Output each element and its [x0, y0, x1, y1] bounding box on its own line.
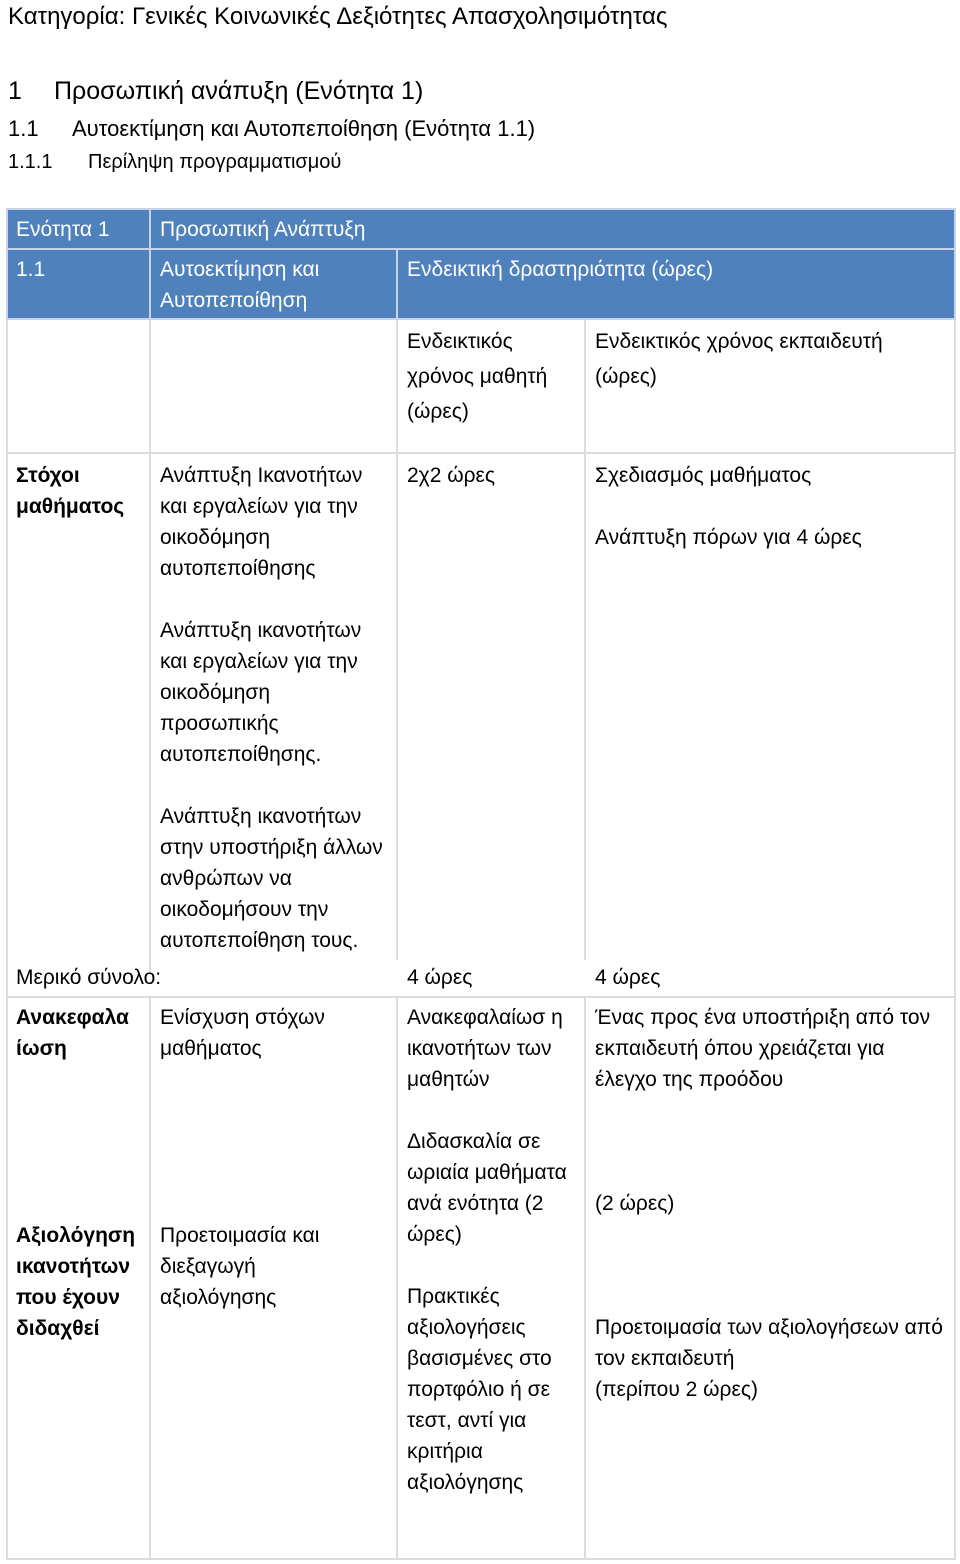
assessment-trainer-line: Προετοιμασία των αξιολογήσεων από τον εκπαιδευτή [595, 1316, 943, 1370]
objectives-student-time: 2χ2 ώρες [407, 464, 496, 487]
assessment-trainer-line: (περίπου 2 ώρες) [595, 1378, 758, 1401]
trainer-time-header: Ενδεικτικός χρόνος εκπαιδευτή (ώρες) [595, 330, 883, 388]
recap-trainer: Ένας προς ένα υποστήριξη από τον εκπαιδευτή όπου χρειάζεται για έλεγχο της προόδου [595, 1006, 931, 1091]
heading-number: 1.1 [8, 116, 39, 141]
assessment-preparation: Προετοιμασία και διεξαγωγή αξιολόγησης [160, 1224, 320, 1309]
column-divider [149, 996, 151, 1560]
row-divider [6, 452, 956, 454]
header-unit-label: Ενότητα 1 [16, 218, 110, 241]
recap-label: Ανακεφαλα ίωση [16, 1006, 129, 1060]
objective-item: Ανάπτυξη ικανοτήτων και εργαλείων για την οικοδόμηση προσωπικής αυτοπεποίθησης. [160, 619, 362, 766]
assessment-trainer [595, 1188, 945, 1405]
subtotal-label: Μερικό σύνολο: [16, 966, 162, 989]
trainer-line: Ανάπτυξη πόρων για 4 ώρες [595, 526, 862, 549]
heading-text: Αυτοεκτίμηση και Αυτοπεποίθηση (Ενότητα 1.1) [72, 116, 536, 141]
column-divider [584, 320, 586, 960]
category-title: Κατηγορία: Γενικές Κοινωνικές Δεξιότητες Απασχολησιμότητας [8, 3, 668, 30]
column-divider [396, 996, 398, 1560]
heading-level-3 [8, 148, 341, 176]
assessment-trainer-line: (2 ώρες) [595, 1192, 675, 1215]
heading-text: Περίληψη προγραμματισμού [88, 151, 342, 173]
recap-objectives: Ενίσχυση στόχων μαθήματος [160, 1006, 325, 1060]
assessment-label: Αξιολόγηση ικανοτήτων που έχουν διδαχθεί [16, 1224, 136, 1340]
header-activity-title: Ενδεικτική δραστηριότητα (ώρες) [407, 258, 714, 281]
assessment-student [407, 1126, 575, 1498]
heading-number: 1.1.1 [8, 151, 53, 173]
column-divider [584, 996, 586, 1560]
subtotal-trainer: 4 ώρες [595, 966, 661, 989]
heading-level-1 [8, 74, 423, 108]
recap-student: Ανακεφαλαίωσ η ικανοτήτων των μαθητών [407, 1006, 563, 1091]
assessment-student-line: Πρακτικές αξιολογήσεις βασισμένες στο πορτφόλιο ή σε τεστ, αντί για κριτήρια αξιολόγησης [407, 1285, 552, 1494]
assessment-student-line: Διδασκαλία σε ωριαία μαθήματα ανά ενότητα (2 ώρες) [407, 1130, 567, 1246]
column-divider [396, 320, 398, 960]
header-column-divider [396, 250, 398, 320]
subtotal-student: 4 ώρες [407, 966, 473, 989]
student-time-header: Ενδεικτικός χρόνος μαθητή (ώρες) [407, 330, 548, 423]
header-subunit-title: Αυτοεκτίμηση και Αυτοπεποίθηση [160, 258, 320, 312]
heading-level-2 [8, 114, 535, 144]
objectives-label: Στόχοι μαθήματος [16, 464, 125, 518]
heading-number: 1 [8, 77, 22, 105]
objectives-trainer-time [595, 460, 945, 553]
heading-text: Προσωπική ανάπυξη (Ενότητα 1) [54, 77, 424, 105]
header-subunit-number: 1.1 [16, 258, 46, 281]
header-column-divider [149, 208, 151, 320]
header-unit-title: Προσωπική Ανάπτυξη [160, 218, 366, 241]
objective-item: Ανάπτυξη Ικανοτήτων και εργαλείων για την οικοδόμηση αυτοπεποίθησης [160, 464, 363, 580]
trainer-line: Σχεδιασμός μαθήματος [595, 464, 812, 487]
objective-item: Ανάπτυξη ικανοτήτων στην υποστήριξη άλλων ανθρώπων να οικοδομήσουν την αυτοπεποίθηση τους. [160, 805, 383, 952]
objectives-list [160, 460, 390, 956]
column-divider [149, 208, 151, 974]
